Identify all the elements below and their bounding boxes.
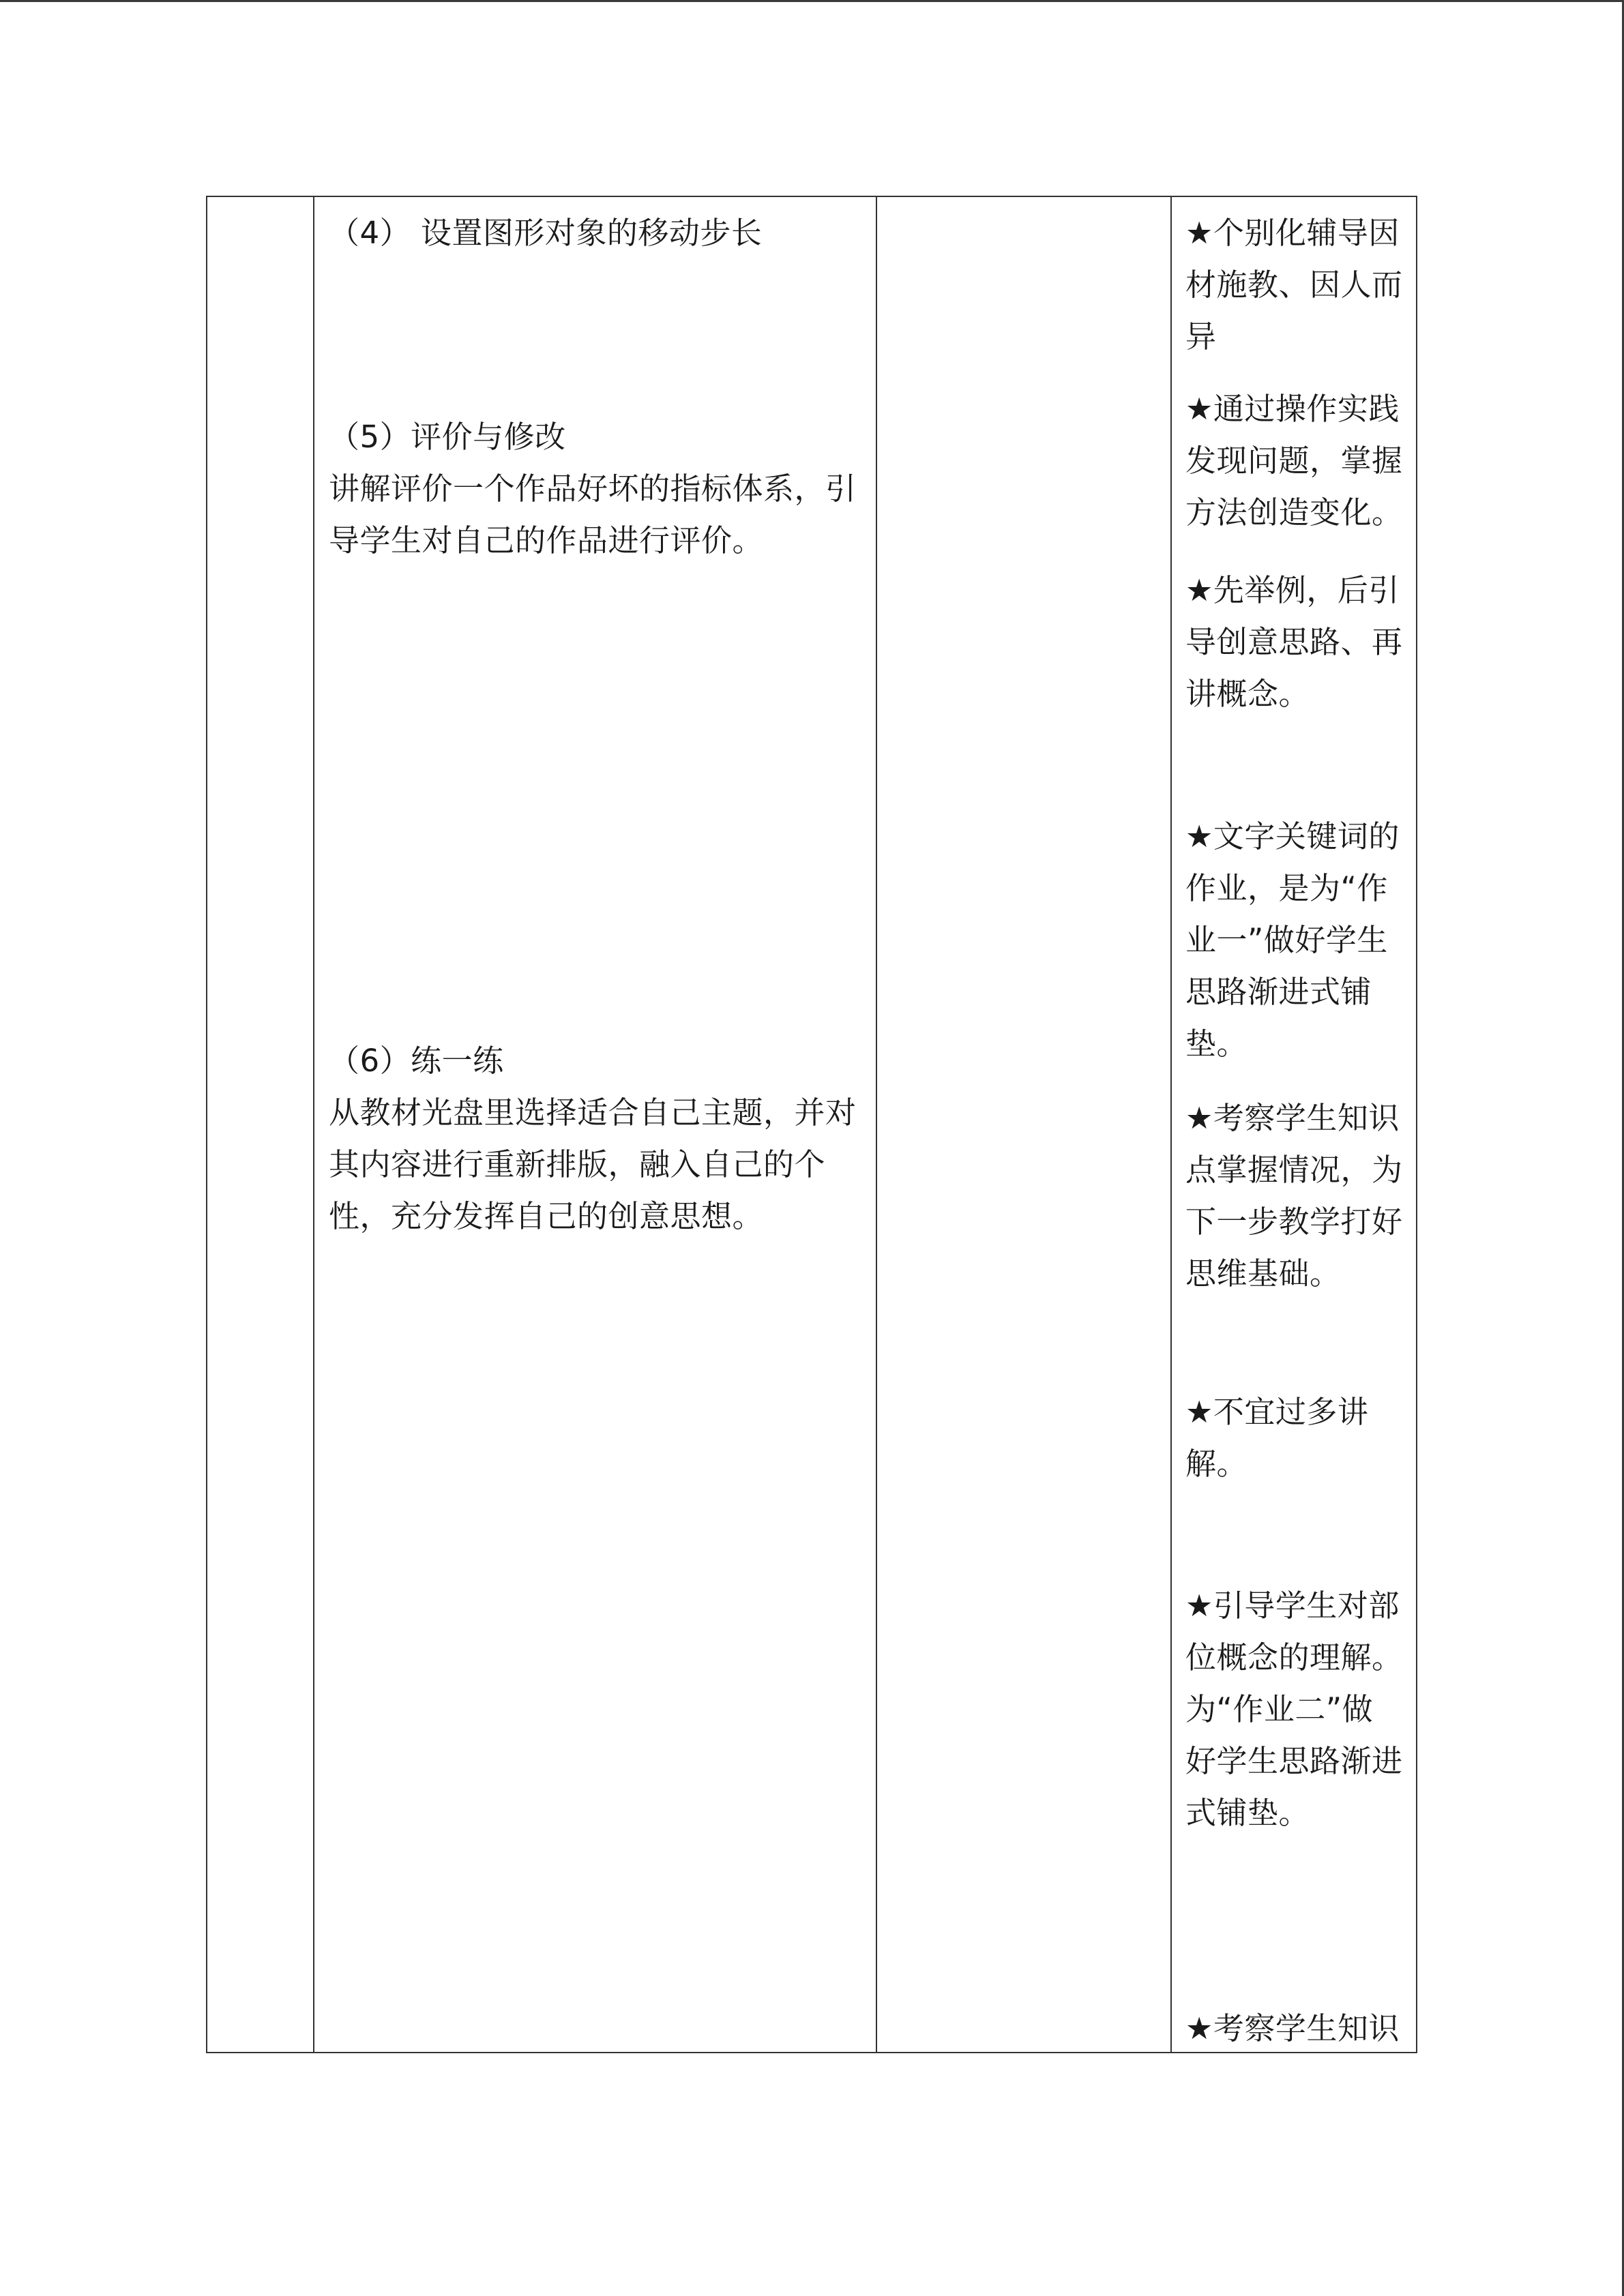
step-5-line: 讲解评价一个作品好坏的指标体系，引	[329, 471, 857, 507]
note-line: 位概念的理解。	[1185, 1639, 1403, 1675]
note-line: ★先举例，后引	[1185, 572, 1400, 608]
step-6-line: 性，充分发挥自己的创意思想。	[329, 1198, 764, 1234]
note-line: 思维基础。	[1185, 1255, 1341, 1292]
note-line: ★考察学生知识	[1185, 1100, 1400, 1136]
step-5-heading: （5）评价与修改	[329, 419, 566, 455]
note-line: 异	[1185, 318, 1217, 355]
column-divider-1	[313, 197, 314, 2052]
note-block-2	[1185, 383, 1403, 539]
note-line: 下一步教学打好	[1185, 1204, 1403, 1240]
note-line: 作业，是为“作	[1185, 870, 1388, 906]
note-line: 式铺垫。	[1185, 1795, 1310, 1831]
note-line: 方法创造变化。	[1185, 494, 1403, 531]
note-line: ★个别化辅导因	[1185, 215, 1400, 251]
note-line: ★不宜过多讲	[1185, 1394, 1369, 1430]
note-line: 思路渐进式铺	[1185, 974, 1372, 1010]
note-line: 解。	[1185, 1446, 1248, 1482]
note-block-7	[1185, 1580, 1403, 1839]
step-6-line: 其内容进行重新排版，融入自己的个	[329, 1146, 826, 1182]
note-line: 为“作业二”做	[1185, 1691, 1374, 1727]
note-block-1	[1185, 207, 1403, 363]
note-line: 好学生思路渐进	[1185, 1743, 1403, 1779]
note-block-3	[1185, 565, 1403, 720]
step-4-block	[329, 207, 762, 259]
step-5-line: 导学生对自己的作品进行评价。	[329, 522, 764, 558]
note-block-6	[1185, 1386, 1368, 1490]
step-5-block	[329, 411, 857, 567]
note-line: 讲概念。	[1185, 676, 1310, 712]
note-line: ★考察学生知识	[1185, 2010, 1400, 2046]
note-block-4	[1185, 811, 1400, 1070]
step-4-heading: （4） 设置图形对象的移动步长	[329, 215, 763, 251]
note-line: 点掌握情况，为	[1185, 1152, 1403, 1188]
note-line: 发现问题，掌握	[1185, 443, 1403, 479]
step-6-line: 从教材光盘里选择适合自己主题，并对	[329, 1094, 857, 1131]
note-line: 材施教、因人而	[1185, 267, 1403, 303]
step-6-block	[329, 1035, 857, 1242]
column-divider-2	[876, 197, 877, 2052]
note-line: 业一”做好学生	[1185, 922, 1388, 958]
note-block-8	[1185, 2003, 1400, 2055]
note-line: ★文字关键词的	[1185, 818, 1400, 854]
step-6-heading: （6）练一练	[329, 1043, 504, 1079]
note-line: ★引导学生对部	[1185, 1587, 1400, 1624]
column-divider-3	[1170, 197, 1172, 2052]
note-block-5	[1185, 1092, 1403, 1300]
note-line: ★通过操作实践	[1185, 391, 1400, 427]
note-line: 导创意思路、再	[1185, 624, 1403, 660]
page-top-border	[0, 0, 1624, 2]
lesson-plan-table	[206, 196, 1417, 2053]
note-line: 垫。	[1185, 1026, 1248, 1062]
